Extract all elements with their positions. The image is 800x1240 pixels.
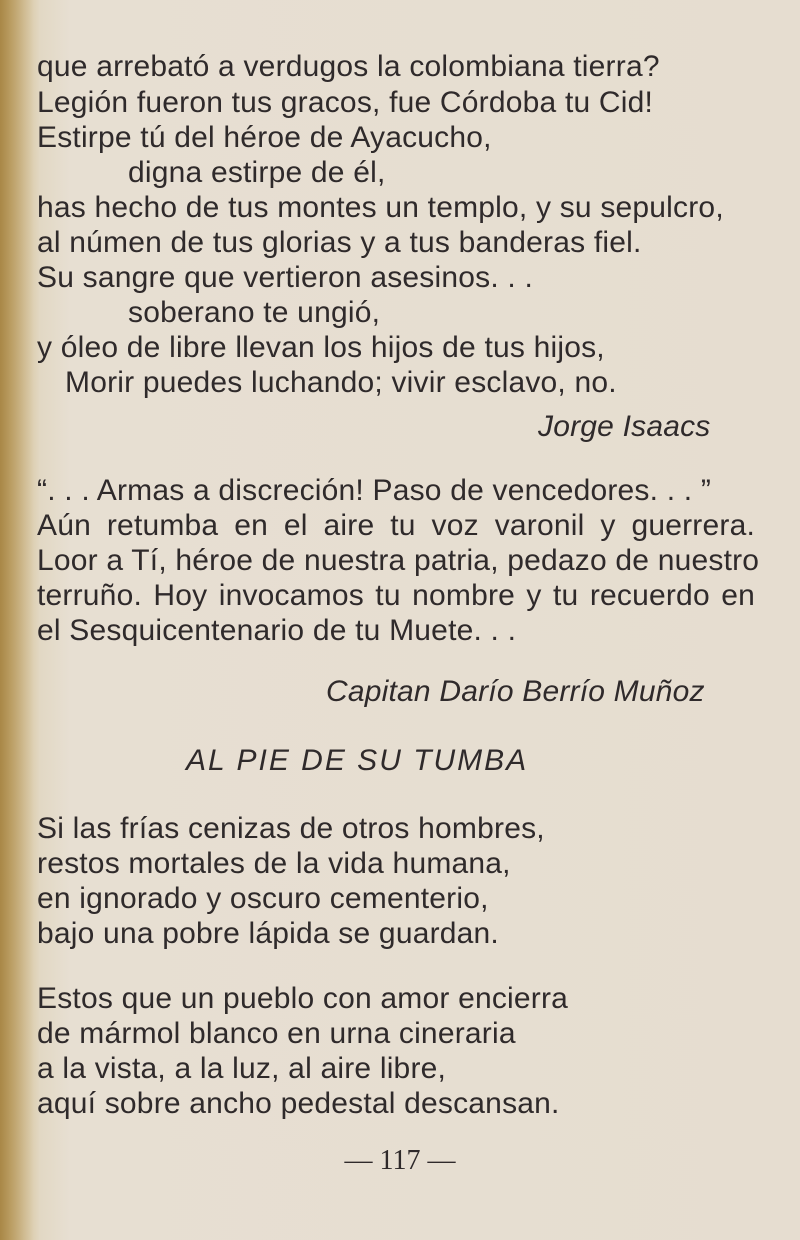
poem-line: al númen de tus glorias y a tus banderas fiel. <box>37 226 642 259</box>
poem-line: a la vista, a la luz, al aire libre, <box>37 1052 447 1085</box>
poem-line: soberano te ungió, <box>128 296 381 329</box>
author-signature: Jorge Isaacs <box>538 410 711 443</box>
poem-line: aquí sobre ancho pedestal descansan. <box>37 1087 560 1120</box>
poem-line: has hecho de tus montes un templo, y su sepulcro, <box>37 191 724 224</box>
prose-line: “. . . Armas a discreción! Paso de vencedores. . . ” <box>37 474 712 507</box>
poem-line: Morir puedes luchando; vivir esclavo, no. <box>65 366 617 399</box>
poem-line: bajo una pobre lápida se guardan. <box>37 917 499 950</box>
poem-line: que arrebató a verdugos la colombiana tierra? <box>37 50 660 83</box>
poem-line: restos mortales de la vida humana, <box>37 847 511 880</box>
poem-line: y óleo de libre llevan los hijos de tus hijos, <box>37 331 605 364</box>
poem-line: Estos que un pueblo con amor encierra <box>37 982 569 1015</box>
poem-line: digna estirpe de él, <box>128 156 386 189</box>
poem-line: de mármol blanco en urna cineraria <box>37 1017 516 1050</box>
prose-line: Aún retumba en el aire tu voz varonil y guerrera. <box>37 509 755 542</box>
page-binding-shadow <box>0 0 34 1240</box>
poem-line: Estirpe tú del héroe de Ayacucho, <box>37 121 492 154</box>
section-title: AL PIE DE SU TUMBA <box>186 744 529 777</box>
poem-line: Legión fueron tus gracos, fue Córdoba tu Cid! <box>37 86 654 119</box>
page-number: — 117 — <box>344 1145 456 1176</box>
prose-line: el Sesquicentenario de tu Muete. . . <box>37 614 517 647</box>
poem-line: en ignorado y oscuro cementerio, <box>37 882 489 915</box>
poem-line: Si las frías cenizas de otros hombres, <box>37 812 545 845</box>
poem-line: Su sangre que vertieron asesinos. . . <box>37 261 534 294</box>
prose-line: Loor a Tí, héroe de nuestra patria, pedazo de nuestro <box>37 544 760 577</box>
prose-line: terruño. Hoy invocamos tu nombre y tu recuerdo en <box>37 579 755 612</box>
author-signature: Capitan Darío Berrío Muñoz <box>326 675 705 708</box>
